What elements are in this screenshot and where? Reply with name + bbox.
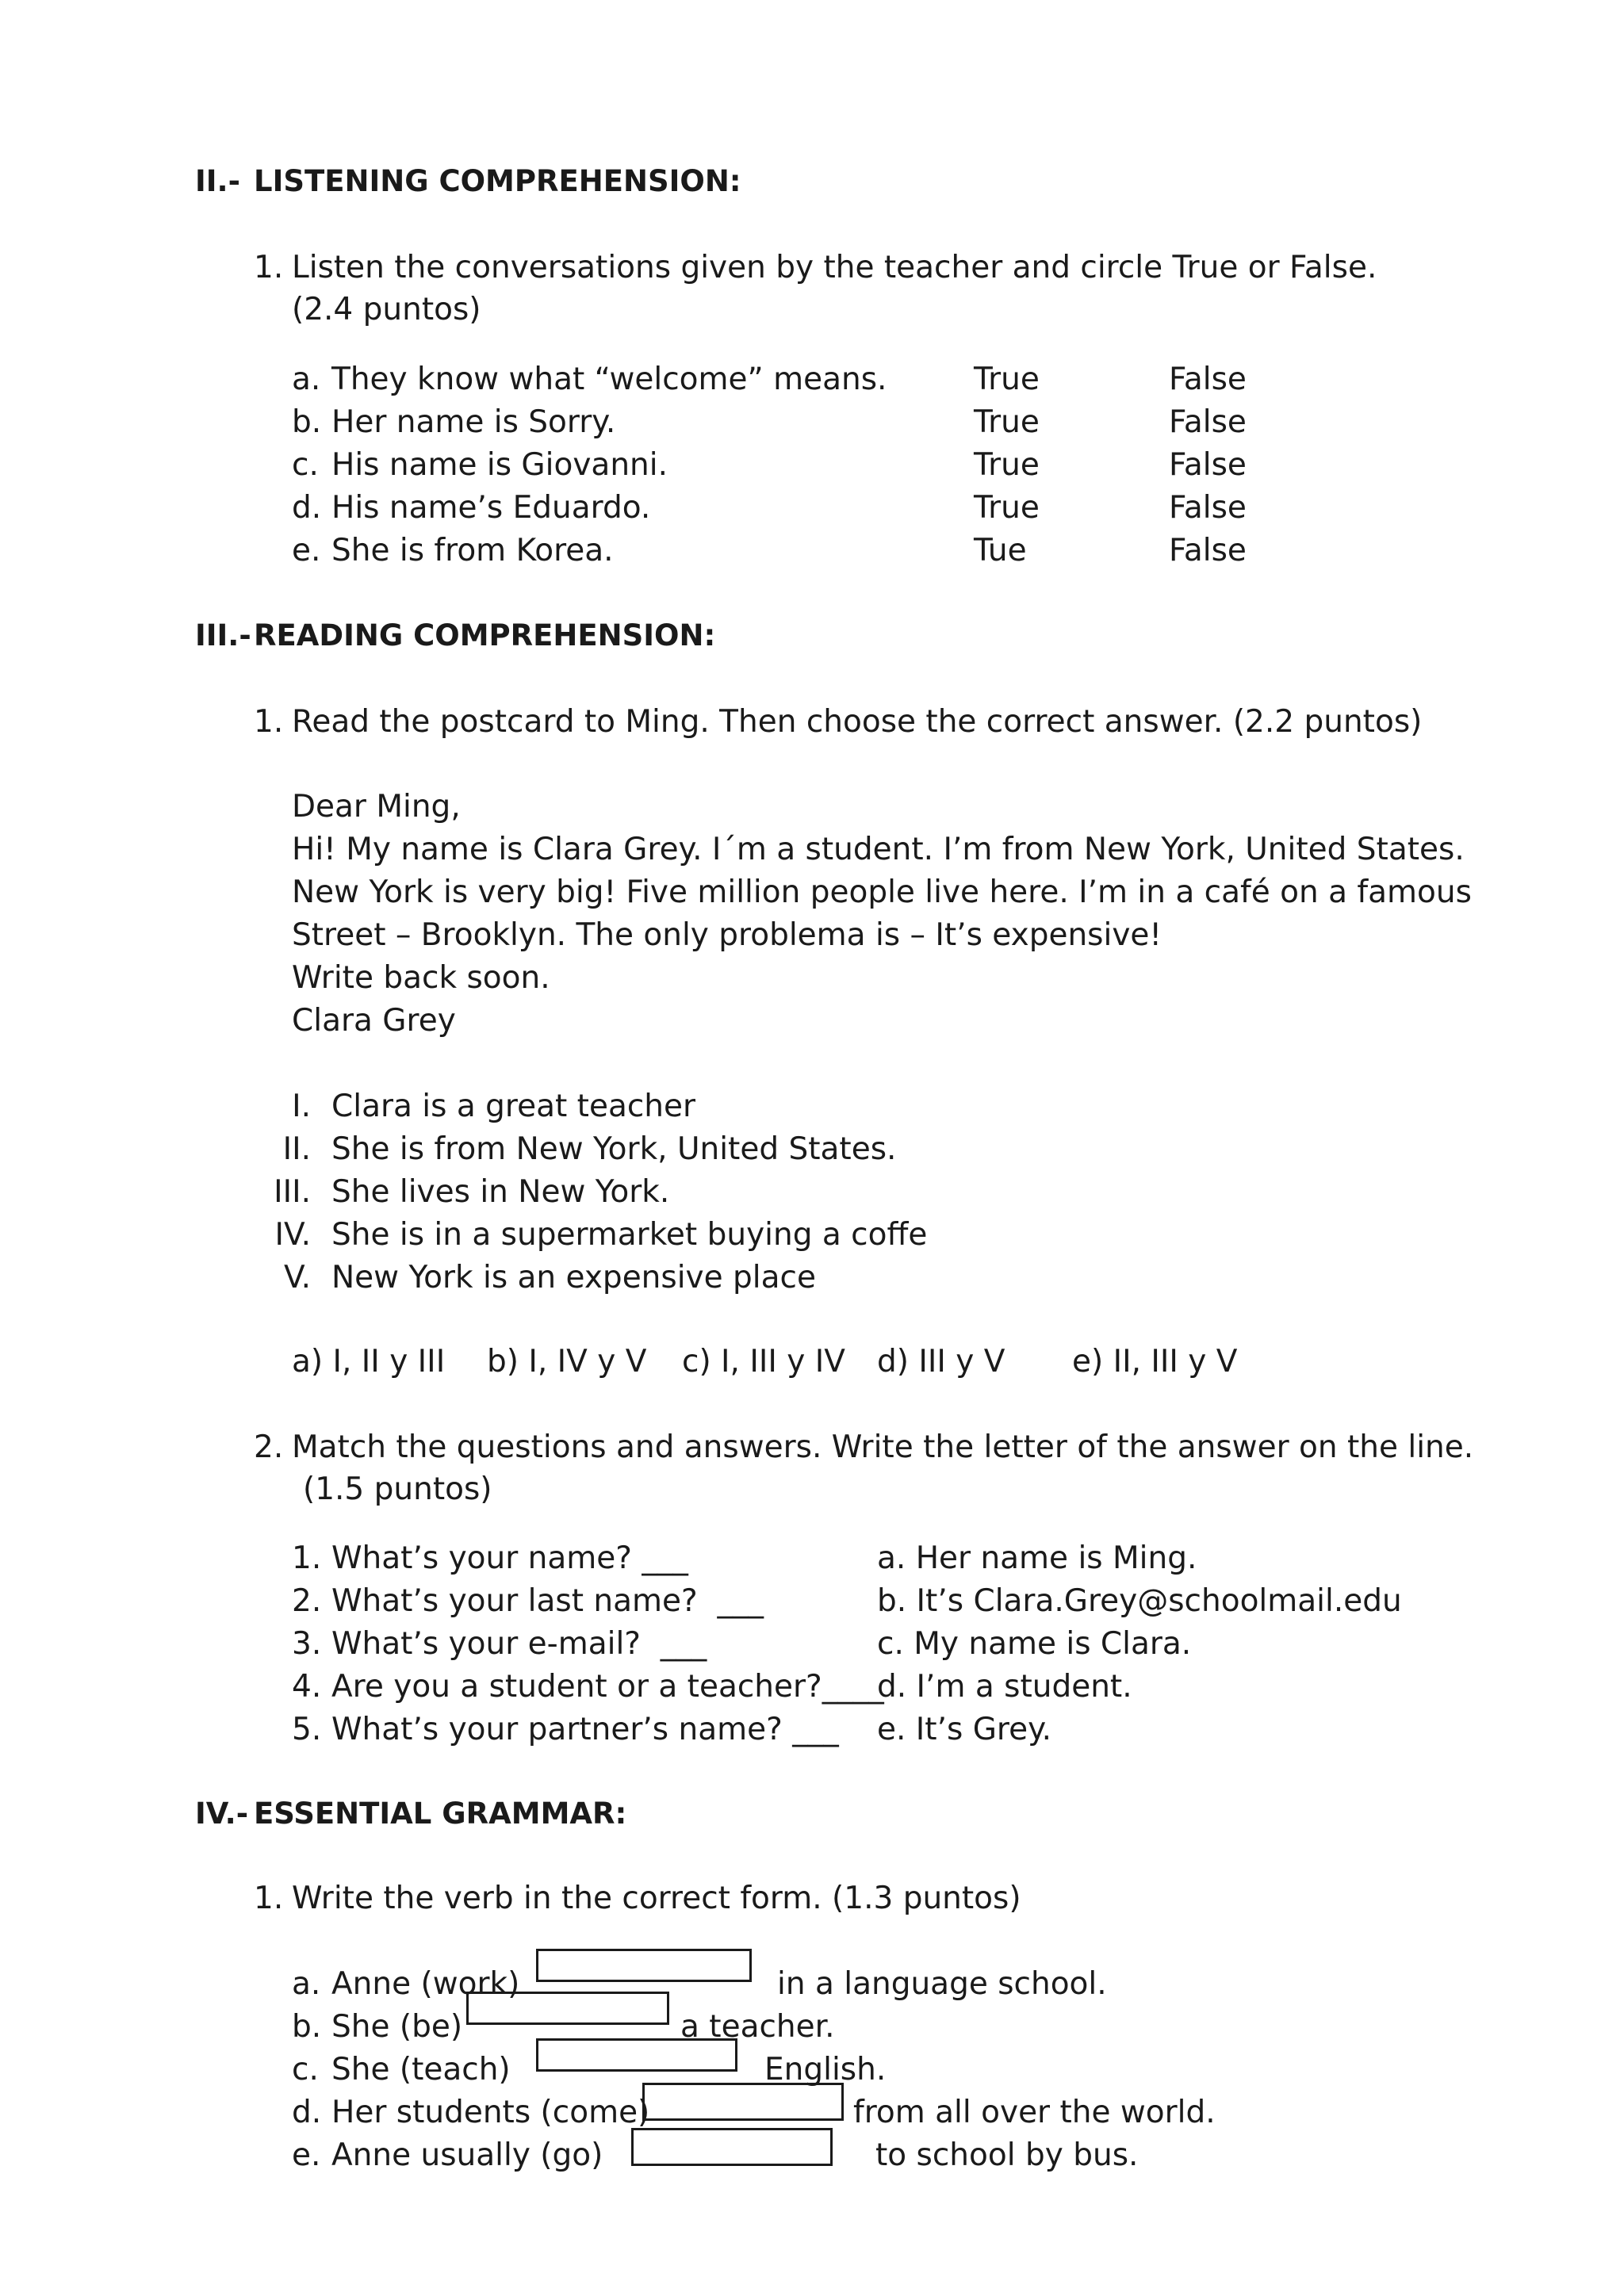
- section-number: IV.-: [195, 1797, 249, 1831]
- statement-text: His name’s Eduardo.: [331, 490, 651, 526]
- question-number: 1.: [254, 1881, 284, 1916]
- roman-numeral: IV.: [274, 1217, 311, 1253]
- match-answer: e. It’s Grey.: [877, 1712, 1052, 1747]
- match-answer: b. It’s Clara.Grey@schoolmail.edu: [877, 1583, 1402, 1619]
- match-answer: a. Her name is Ming.: [877, 1540, 1197, 1576]
- answer-box[interactable]: [536, 2038, 737, 2072]
- sentence-end: to school by bus.: [875, 2137, 1139, 2173]
- false-option[interactable]: False: [1169, 533, 1247, 568]
- item-letter: e.: [292, 2137, 321, 2173]
- match-answer: d. I’m a student.: [877, 1669, 1132, 1705]
- true-option[interactable]: True: [974, 490, 1040, 526]
- answer-box[interactable]: [642, 2083, 844, 2121]
- match-number: 4.: [292, 1669, 322, 1705]
- false-option[interactable]: False: [1169, 404, 1247, 440]
- match-question[interactable]: Are you a student or a teacher?____: [331, 1669, 884, 1705]
- question-number: 1.: [254, 250, 284, 285]
- answer-box[interactable]: [536, 1949, 752, 1982]
- answer-choice[interactable]: a) I, II y III: [292, 1344, 446, 1380]
- sentence-end: English.: [764, 2052, 887, 2087]
- false-option[interactable]: False: [1169, 490, 1247, 526]
- match-number: 2.: [292, 1583, 322, 1619]
- item-letter: d.: [292, 2095, 322, 2130]
- statement-text: She is from New York, United States.: [331, 1131, 897, 1167]
- statement-text: She is in a supermarket buying a coffe: [331, 1217, 928, 1253]
- false-option[interactable]: False: [1169, 362, 1247, 397]
- section-heading: ESSENTIAL GRAMMAR:: [254, 1797, 627, 1831]
- section-heading: LISTENING COMPREHENSION:: [254, 164, 741, 198]
- answer-choice[interactable]: d) III y V: [877, 1344, 1005, 1380]
- roman-numeral: III.: [274, 1174, 311, 1210]
- question-text: Listen the conversations given by the teacher and circle True or False.: [292, 250, 1377, 285]
- roman-numeral: V.: [283, 1260, 311, 1295]
- true-option[interactable]: True: [974, 404, 1040, 440]
- statement-text: She lives in New York.: [331, 1174, 670, 1210]
- postcard-line: New York is very big! Five million people live here. I’m in a café on a famous: [292, 874, 1472, 910]
- answer-choice[interactable]: e) II, III y V: [1072, 1344, 1238, 1380]
- true-option[interactable]: True: [974, 362, 1040, 397]
- section-heading: READING COMPREHENSION:: [254, 618, 716, 652]
- match-number: 1.: [292, 1540, 322, 1576]
- question-text: Read the postcard to Ming. Then choose the correct answer. (2.2 puntos): [292, 704, 1423, 740]
- sentence-end: in a language school.: [777, 1966, 1107, 2002]
- answer-choice[interactable]: b) I, IV y V: [487, 1344, 647, 1380]
- statement-text: They know what “welcome” means.: [331, 362, 887, 397]
- section-number: II.-: [195, 164, 240, 198]
- sentence-end: from all over the world.: [853, 2095, 1216, 2130]
- verb-prompt: She (be): [331, 2009, 463, 2045]
- answer-choice[interactable]: c) I, III y IV: [682, 1344, 845, 1380]
- false-option[interactable]: False: [1169, 447, 1247, 483]
- question-points: (2.4 puntos): [292, 292, 481, 327]
- match-question[interactable]: What’s your e-mail? ___: [331, 1626, 707, 1662]
- true-option[interactable]: True: [974, 447, 1040, 483]
- question-points: (1.5 puntos): [303, 1471, 492, 1507]
- statement-text: She is from Korea.: [331, 533, 614, 568]
- statement-text: Her name is Sorry.: [331, 404, 616, 440]
- item-letter: c.: [292, 447, 319, 483]
- item-letter: e.: [292, 533, 321, 568]
- match-number: 3.: [292, 1626, 322, 1662]
- answer-box[interactable]: [631, 2128, 833, 2166]
- match-answer: c. My name is Clara.: [877, 1626, 1192, 1662]
- statement-text: New York is an expensive place: [331, 1260, 816, 1295]
- match-question[interactable]: What’s your name? ___: [331, 1540, 688, 1576]
- item-letter: b.: [292, 404, 322, 440]
- verb-prompt: She (teach): [331, 2052, 511, 2087]
- verb-prompt: Anne usually (go): [331, 2137, 603, 2173]
- question-number: 1.: [254, 704, 284, 740]
- question-number: 2.: [254, 1429, 284, 1465]
- question-text: Write the verb in the correct form. (1.3 puntos): [292, 1881, 1021, 1916]
- question-text: Match the questions and answers. Write the letter of the answer on the line.: [292, 1429, 1474, 1465]
- postcard-line: Clara Grey: [292, 1003, 456, 1039]
- section-number: III.-: [195, 618, 251, 652]
- sentence-end: a teacher.: [680, 2009, 835, 2045]
- item-letter: d.: [292, 490, 322, 526]
- verb-prompt: Her students (come): [331, 2095, 650, 2130]
- statement-text: Clara is a great teacher: [331, 1089, 696, 1124]
- item-letter: a.: [292, 1966, 321, 2002]
- statement-text: His name is Giovanni.: [331, 447, 668, 483]
- postcard-line: Street – Brooklyn. The only problema is – It’s expensive!: [292, 917, 1162, 953]
- postcard-line: Hi! My name is Clara Grey. I´m a student. I’m from New York, United States.: [292, 832, 1465, 867]
- postcard-line: Dear Ming,: [292, 789, 461, 825]
- match-question[interactable]: What’s your last name? ___: [331, 1583, 764, 1619]
- item-letter: c.: [292, 2052, 319, 2087]
- true-option[interactable]: Tue: [974, 533, 1027, 568]
- postcard-line: Write back soon.: [292, 960, 550, 996]
- match-question[interactable]: What’s your partner’s name? ___: [331, 1712, 839, 1747]
- item-letter: a.: [292, 362, 321, 397]
- match-number: 5.: [292, 1712, 322, 1747]
- answer-box[interactable]: [466, 1992, 669, 2025]
- verb-prompt: Anne (work): [331, 1966, 520, 2002]
- item-letter: b.: [292, 2009, 322, 2045]
- roman-numeral: II.: [282, 1131, 311, 1167]
- roman-numeral: I.: [292, 1089, 311, 1124]
